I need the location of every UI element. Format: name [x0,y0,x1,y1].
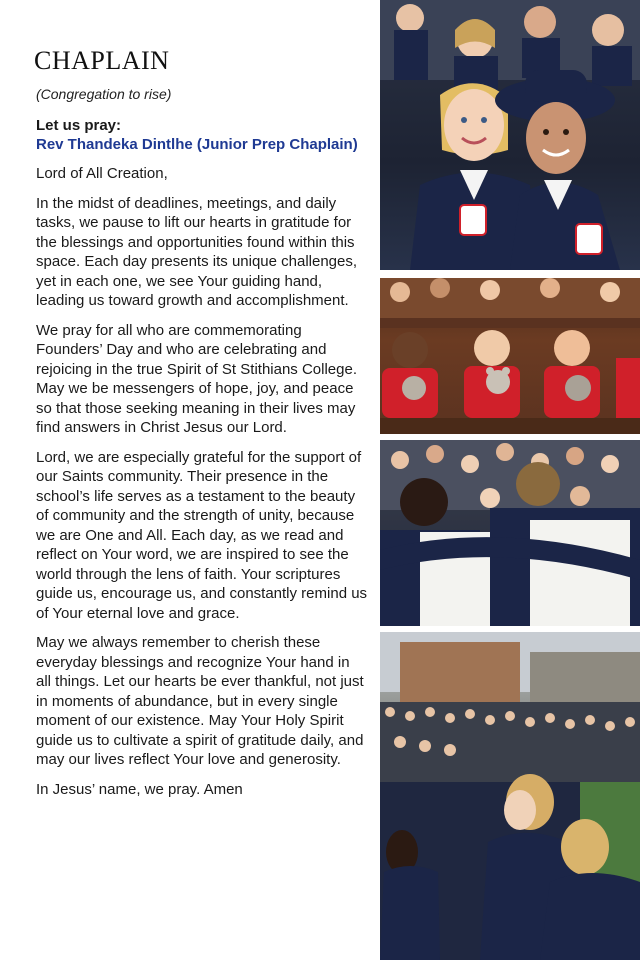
photo-girls-in-blazers [380,0,640,270]
prayer-paragraph: Lord, we are especially grateful for the support of our Saints community. Their presence in the school’s life serves as a testament to the beauty of community and the strength of unity, because we are One and All. Each day, as we read and reflect on Your word, we are inspired to see the world through the lens of faith. Your scriptures guide us, encourage us, and constantly remind us of Your eternal love and grace. [36,448,368,622]
rubric-instruction: (Congregation to rise) [36,86,172,102]
prayer-salutation: Lord of All Creation, [36,165,168,182]
celebrant-name: Rev Thandeka Dintlhe (Junior Prep Chaplain) [36,136,358,153]
prayer-closing: In Jesus’ name, we pray. Amen [36,780,243,798]
prayer-paragraph: In the midst of deadlines, meetings, and daily tasks, we pause to lift our hearts in gratitude for the blessings and opportunities found within this space. Each day presents its unique challenges, yet in each one, we see Your guiding hand, leading us toward growth and accomplishment. [36,194,358,309]
page-title: CHAPLAIN [34,46,170,75]
photo-students-embracing [380,440,640,626]
prayer-paragraph: We pray for all who are commemorating Founders’ Day and who are celebrating and rejoicing in the true Spirit of St Stithians College. May we be messengers of hope, joy, and peace so that those seeking meaning in their lives may find answers in Christ Jesus our Lord. [36,321,357,436]
prayer-column [36,46,368,809]
prayer-intro: Let us pray: [36,117,122,134]
prayer-paragraph: May we always remember to cherish these everyday blessings and recognize Your hand in all things. Let our hearts be ever thankful, not just in moments of abundance, but in every single moment of our existence. May Your Holy Spirit guide us to cultivate a spirit of gratitude daily, and may our lives reflect Your love and generosity. [36,634,364,768]
photo-children-with-teddy-bears [380,278,640,434]
photo-school-assembly [380,632,640,960]
